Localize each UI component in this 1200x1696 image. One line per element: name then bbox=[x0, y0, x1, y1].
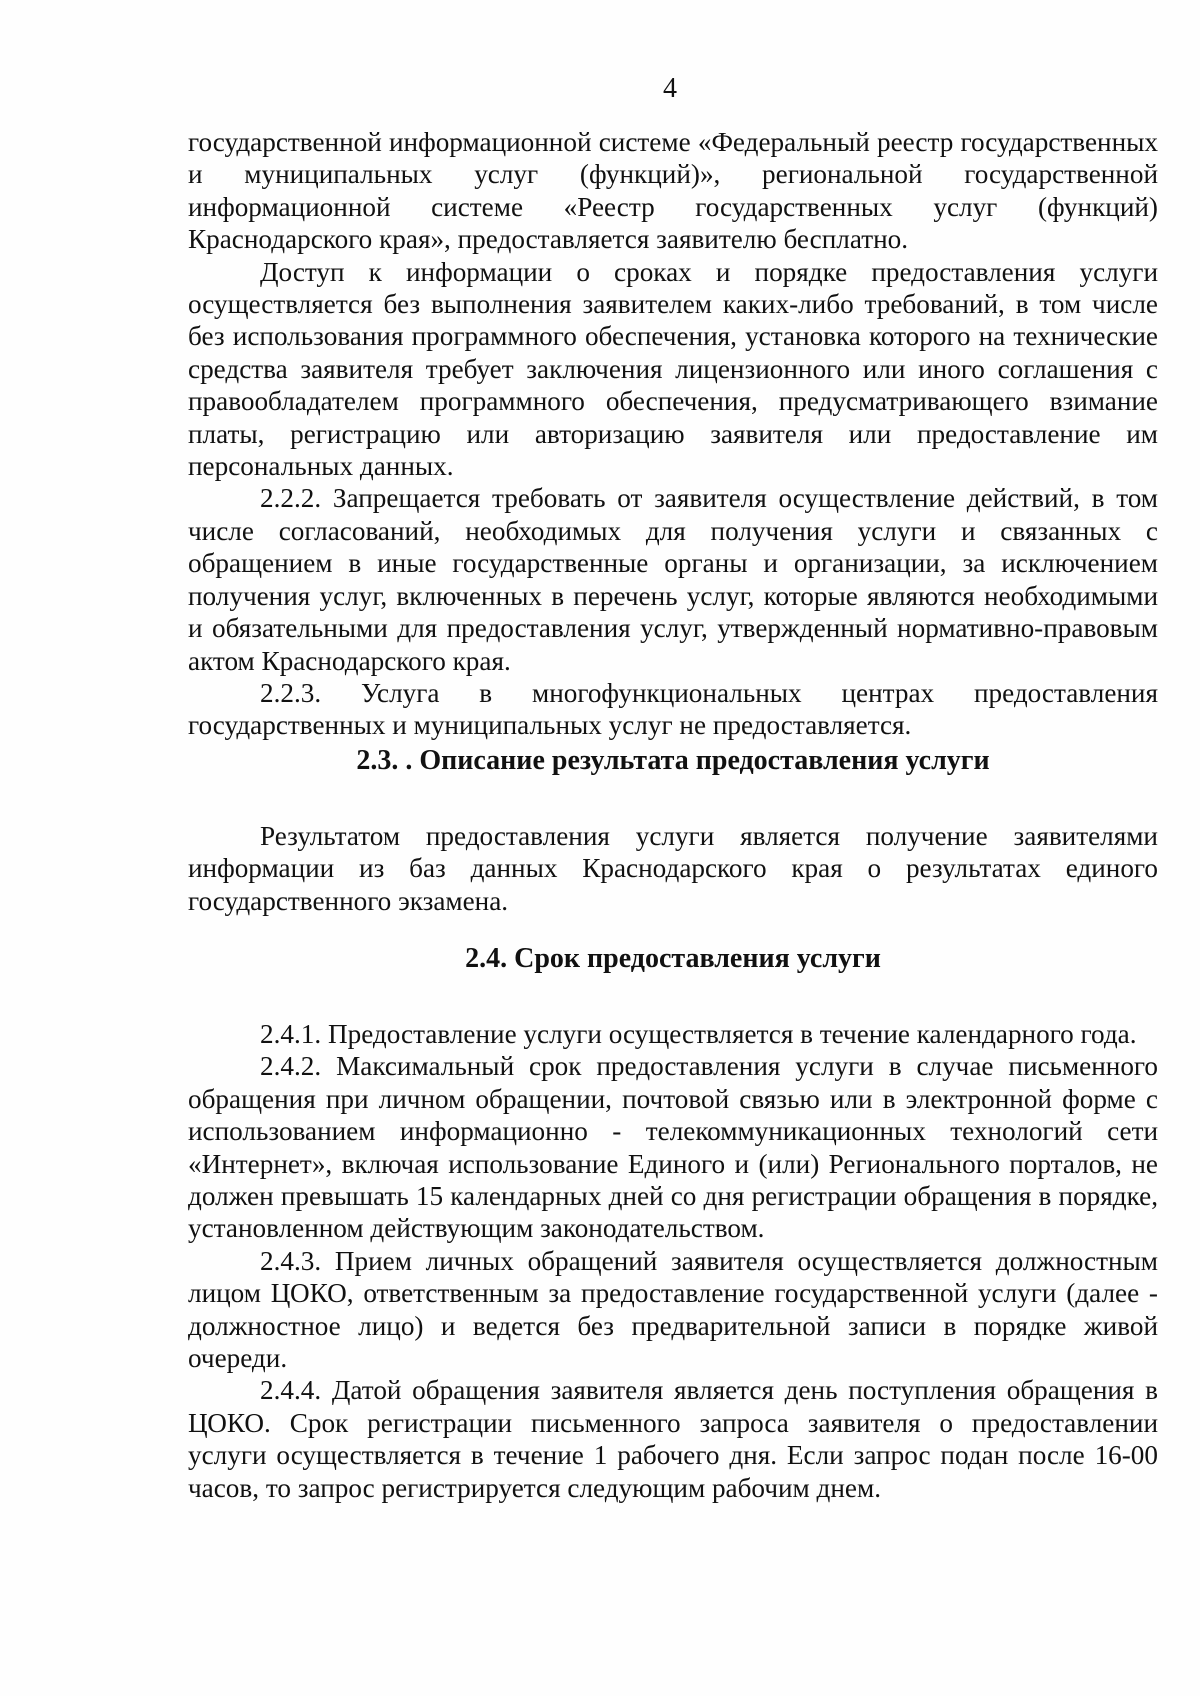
page-number: 4 bbox=[663, 73, 677, 104]
paragraph-2-4-1: 2.4.1. Предоставление услуги осуществляется в течение календарного года. bbox=[260, 1019, 1137, 1049]
paragraph-access-info: Доступ к информации о сроках и порядке предоставления услуги осуществляется без выполнения заявителем каких-либо требований, в том числе без использования программного обеспечения, установка которого на технические средства заявителя требует заключения лицензионного или иного соглашения с правообладателем программного обеспечения, предусматривающего взимание платы, регистрацию или авторизацию заявителя или предоставление им персональных данных. bbox=[188, 256, 1158, 482]
paragraph-2-4-4: 2.4.4. Датой обращения заявителя является день поступления обращения в ЦОКО. Срок регистрации письменного запроса заявителя о предоставлении услуги осуществляется в течение 1 рабочего дня. Если запрос подан после 16-00 часов, то запрос регистрируется следующим рабочим днем. bbox=[188, 1375, 1158, 1503]
paragraph-continuation: государственной информационной системе «Федеральный реестр государственных и муниципальных услуг (функций)», региональной государственной информационной системе «Реестр государственных услуг (функций) Краснодарского края», предоставляется заявителю бесплатно. bbox=[188, 127, 1158, 255]
paragraph-2-4-2: 2.4.2. Максимальный срок предоставления услуги в случае письменного обращения при личном обращении, почтовой связью или в электронной форме с использованием информационно - телекоммуникационных технологий сети «Интернет», включая использование Единого и (или) Регионального порталов, не должен превышать 15 календарных дней со дня регистрации обращения в порядке, установленном действующим законодательством. bbox=[188, 1051, 1158, 1244]
text-block-2-3 bbox=[188, 820, 1158, 917]
heading-2-3: 2.3. . Описание результата предоставления услуги bbox=[356, 745, 990, 776]
paragraph-result: Результатом предоставления услуги является получение заявителями информации из баз данных Краснодарского края о результатах единого государственного экзамена. bbox=[188, 821, 1158, 916]
paragraph-2-4-3: 2.4.3. Прием личных обращений заявителя осуществляется должностным лицом ЦОКО, ответственным за предоставление государственной услуги (далее - должностное лицо) и ведется без предварительной записи в порядке живой очереди. bbox=[188, 1245, 1158, 1374]
text-block-2-2 bbox=[188, 126, 1158, 742]
heading-2-4: 2.4. Срок предоставления услуги bbox=[465, 943, 881, 974]
paragraph-2-2-2: 2.2.2. Запрещается требовать от заявителя осуществление действий, в том числе согласований, необходимых для получения услуги и связанных с обращением в иные государственные органы и организации, за исключением получения услуг, включенных в перечень услуг, которые являются необходимыми и обязательными для предоставления услуг, утвержденный нормативно-правовым актом Краснодарского края. bbox=[188, 483, 1158, 676]
paragraph-2-2-3: 2.2.3. Услуга в многофункциональных центрах предоставления государственных и муниципальных услуг не предоставляется. bbox=[188, 677, 1158, 741]
text-block-2-4 bbox=[188, 1018, 1158, 1504]
